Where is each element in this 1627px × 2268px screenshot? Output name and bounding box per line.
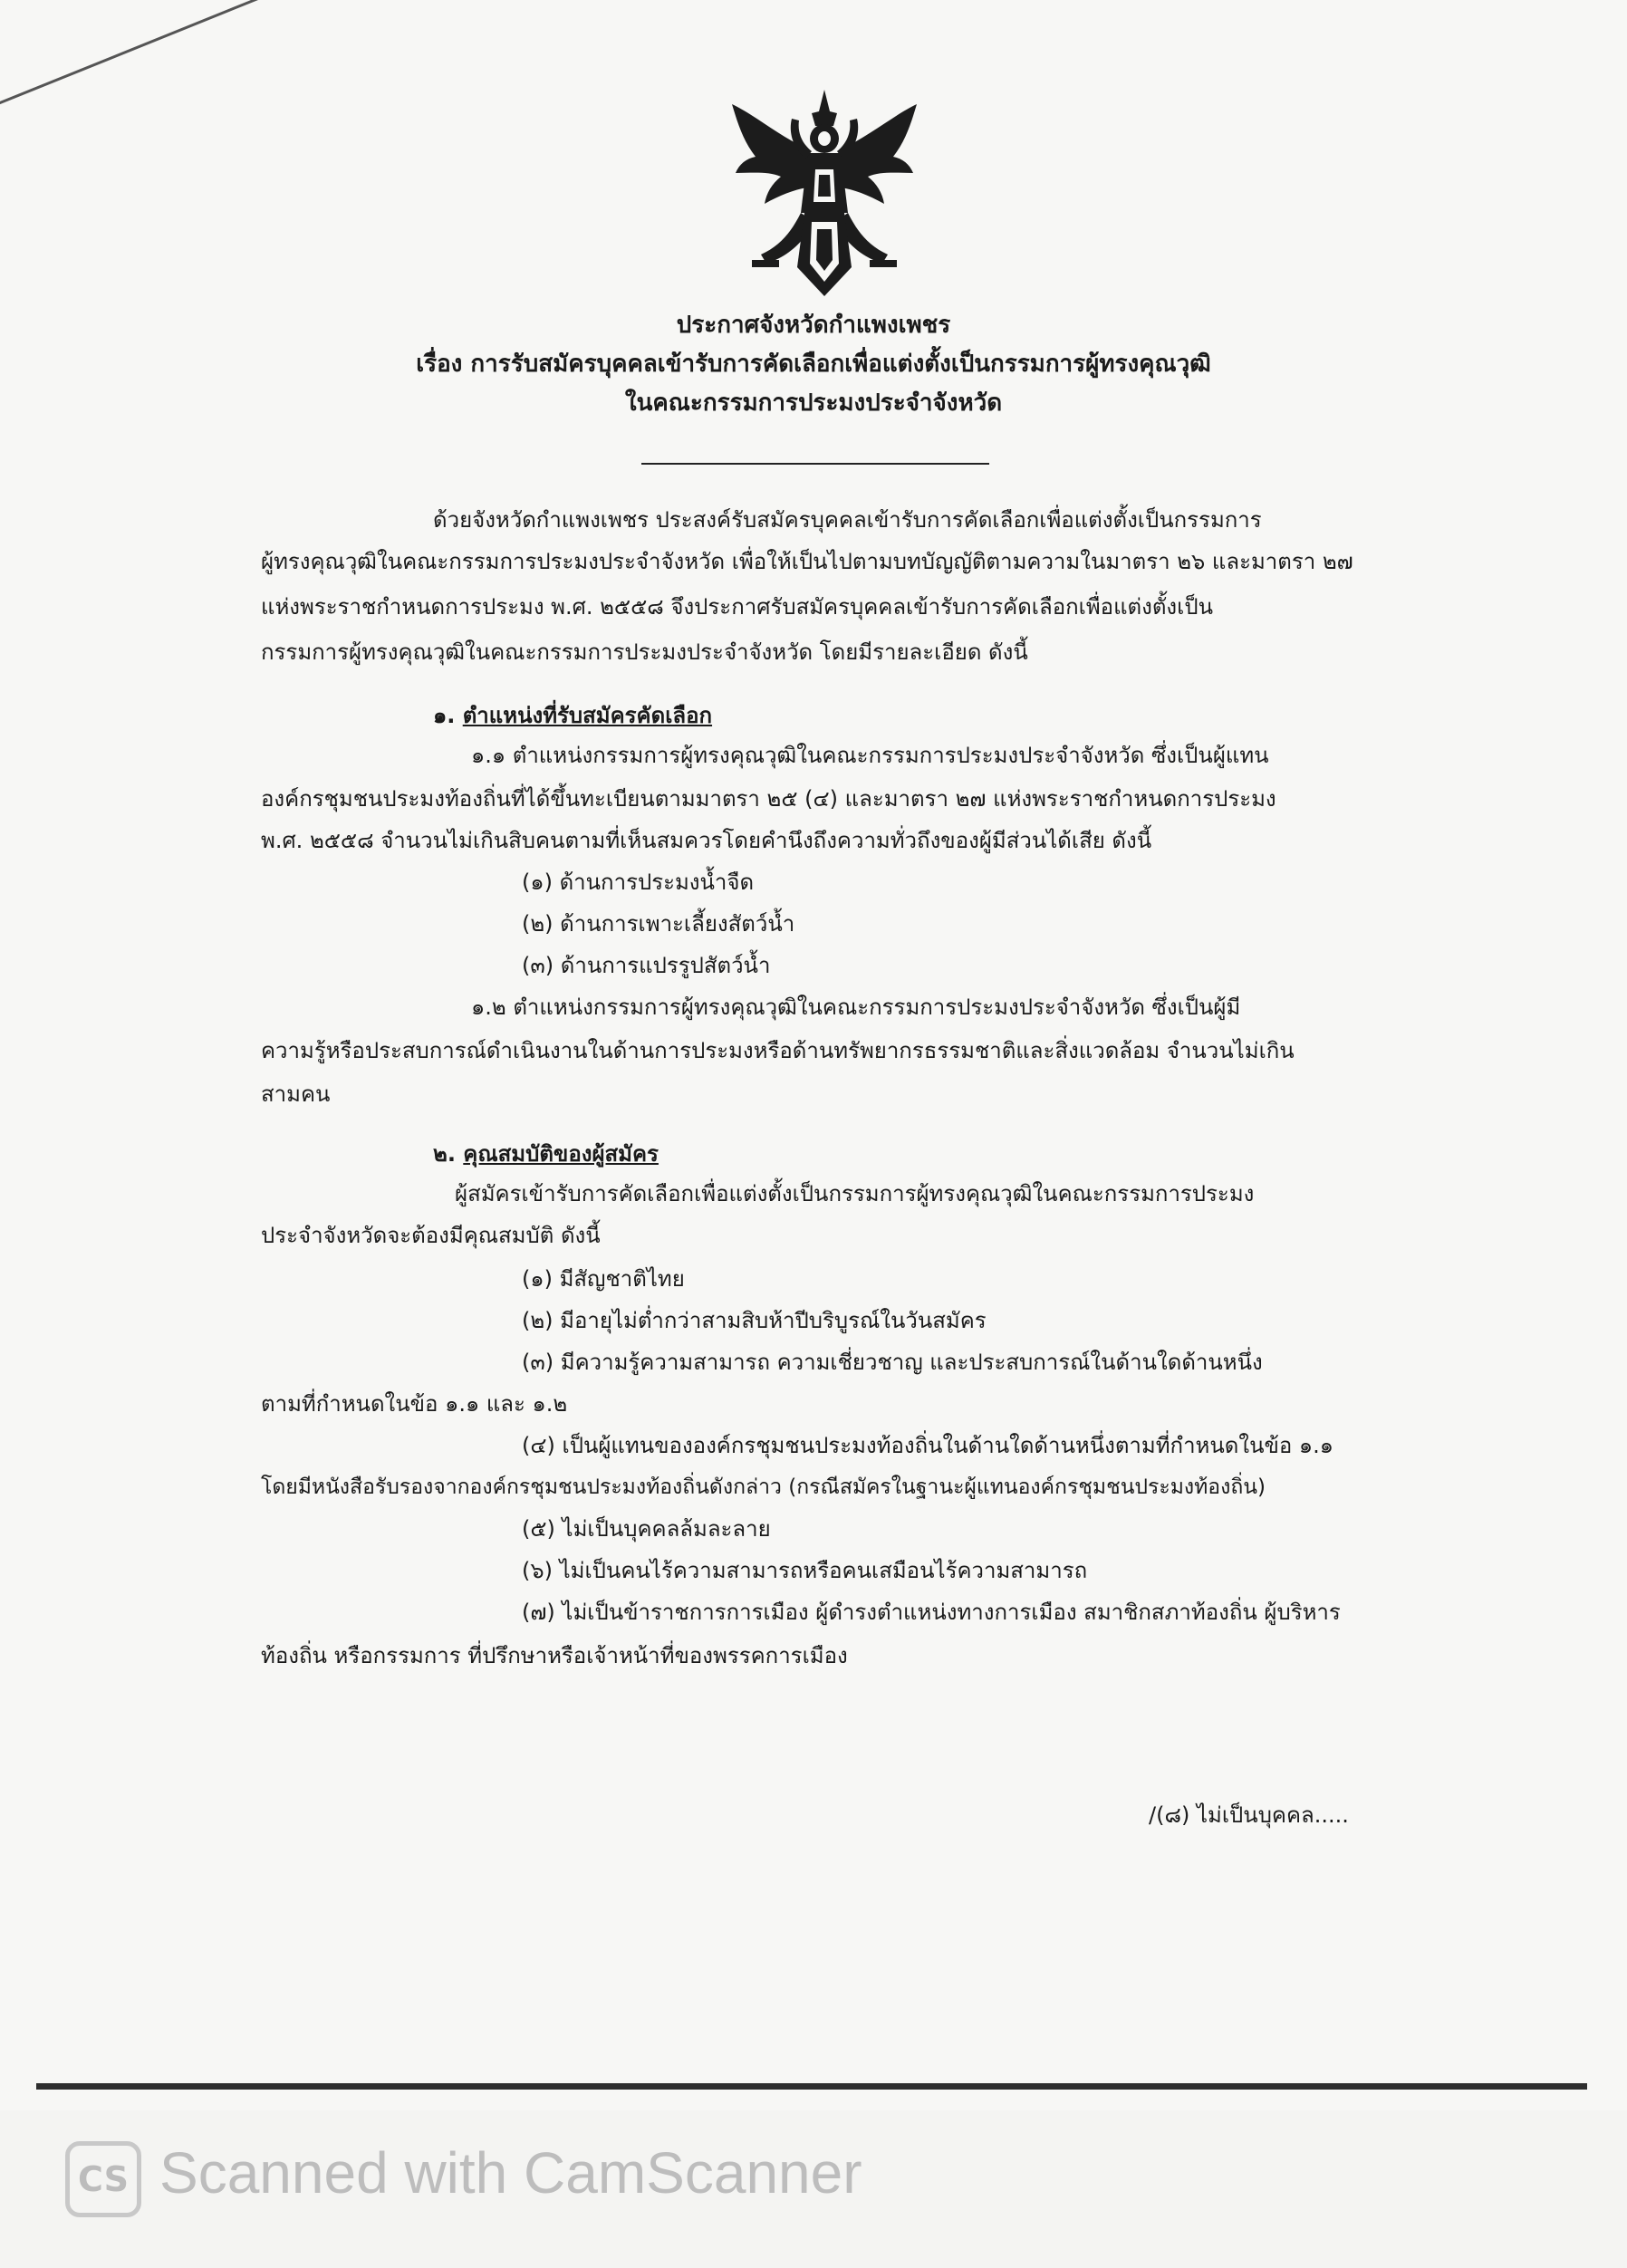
intro-line: แห่งพระราชกำหนดการประมง พ.ศ. ๒๕๕๘ จึงประกาศรับสมัครบุคคลเข้ารับการคัดเลือกเพื่อแต่งตั้งเป็น (261, 594, 1213, 620)
intro-line: กรรมการผู้ทรงคุณวุฒิในคณะกรรมการประมงประจำจังหวัด โดยมีรายละเอียด ดังนี้ (261, 639, 1028, 665)
section-1-number: ๑. (433, 703, 456, 728)
para-1-1-line: ๑.๑ ตำแหน่งกรรมการผู้ทรงคุณวุฒิในคณะกรรมการประมงประจำจังหวัด ซึ่งเป็นผู้แทน (471, 743, 1269, 768)
qualification-item-cont: ท้องถิ่น หรือกรรมการ ที่ปรึกษาหรือเจ้าหน้าที่ของพรรคการเมือง (261, 1643, 848, 1668)
qualification-item: (๕) ไม่เป็นบุคคลล้มละลาย (522, 1516, 771, 1542)
section-2-number: ๒. (433, 1141, 456, 1167)
section-1-title: ตำแหน่งที่รับสมัครคัดเลือก (462, 703, 713, 728)
list-item: (๓) ด้านการแปรรูปสัตว์น้ำ (522, 953, 771, 978)
header-divider (641, 463, 989, 465)
qualification-item: (๗) ไม่เป็นข้าราชการการเมือง ผู้ดำรงตำแหน่งทางการเมือง สมาชิกสภาท้องถิ่น ผู้บริหาร (522, 1600, 1341, 1625)
page-bottom-edge (36, 2083, 1587, 2090)
para-1-1-line: องค์กรชุมชนประมงท้องถิ่นที่ได้ขึ้นทะเบียนตามมาตรา ๒๕ (๔) และมาตรา ๒๗ แห่งพระราชกำหนดการประมง (261, 786, 1276, 812)
section-2-title: คุณสมบัติของผู้สมัคร (463, 1141, 659, 1167)
camscanner-logo-text: CS (78, 2159, 129, 2199)
para-1-1-line: พ.ศ. ๒๕๕๘ จำนวนไม่เกินสิบคนตามที่เห็นสมควรโดยคำนึงถึงความทั่วถึงของผู้มีส่วนได้เสีย ดังนี้ (261, 828, 1152, 853)
list-item: (๒) ด้านการเพาะเลี้ยงสัตว์น้ำ (522, 911, 795, 937)
section-1-heading (433, 696, 712, 735)
para-1-2-line: ความรู้หรือประสบการณ์ดำเนินงานในด้านการประมงหรือด้านทรัพยากรธรรมชาติและสิ่งแวดล้อม จำนวนไม่เกิน (261, 1038, 1295, 1063)
announcement-subject-cont: ในคณะกรรมการประมงประจำจังหวัด (624, 389, 1003, 417)
announcement-subject: เรื่อง การรับสมัครบุคคลเข้ารับการคัดเลือกเพื่อแต่งตั้งเป็นกรรมการผู้ทรงคุณวุฒิ (416, 351, 1211, 378)
page-corner-edge (0, 0, 378, 111)
qualification-item: (๔) เป็นผู้แทนขององค์กรชุมชนประมงท้องถิ่นในด้านใดด้านหนึ่งตามที่กำหนดในข้อ ๑.๑ (522, 1433, 1334, 1458)
qualification-item-cont: โดยมีหนังสือรับรองจากองค์กรชุมชนประมงท้องถิ่นดังกล่าว (กรณีสมัครในฐานะผู้แทนองค์กรชุมชนประมงท้องถิ่น) (261, 1475, 1266, 1499)
section-2-heading (433, 1134, 659, 1174)
section-2-intro-line: ผู้สมัครเข้ารับการคัดเลือกเพื่อแต่งตั้งเป็นกรรมการผู้ทรงคุณวุฒิในคณะกรรมการประมง (455, 1181, 1255, 1206)
qualification-item: (๑) มีสัญชาติไทย (522, 1266, 685, 1292)
list-item: (๑) ด้านการประมงน้ำจืด (522, 870, 755, 895)
announcement-title: ประกาศจังหวัดกำแพงเพชร (676, 312, 951, 339)
camscanner-logo-icon (65, 2141, 141, 2217)
section-2-intro-line: ประจำจังหวัดจะต้องมีคุณสมบัติ ดังนี้ (261, 1223, 601, 1248)
qualification-item: (๓) มีความรู้ความสามารถ ความเชี่ยวชาญ และประสบการณ์ในด้านใดด้านหนึ่ง (522, 1350, 1263, 1375)
para-1-2-line: สามคน (261, 1081, 331, 1107)
intro-line: ผู้ทรงคุณวุฒิในคณะกรรมการประมงประจำจังหวัด เพื่อให้เป็นไปตามบทบัญญัติตามความในมาตรา ๒๖ และมาตรา ๒๗ (261, 549, 1353, 574)
para-1-2-line: ๑.๒ ตำแหน่งกรรมการผู้ทรงคุณวุฒิในคณะกรรมการประมงประจำจังหวัด ซึ่งเป็นผู้มี (471, 995, 1241, 1020)
announcement-header (0, 306, 1627, 423)
intro-line: ด้วยจังหวัดกำแพงเพชร ประสงค์รับสมัครบุคคลเข้ารับการคัดเลือกเพื่อแต่งตั้งเป็นกรรมการ (433, 507, 1262, 533)
qualification-item-cont: ตามที่กำหนดในข้อ ๑.๑ และ ๑.๒ (261, 1391, 568, 1417)
garuda-emblem-icon (725, 86, 924, 299)
qualification-item: (๒) มีอายุไม่ต่ำกว่าสามสิบห้าปีบริบูรณ์ในวันสมัคร (522, 1308, 987, 1333)
qualification-item: (๖) ไม่เป็นคนไร้ความสามารถหรือคนเสมือนไร้ความสามารถ (522, 1558, 1088, 1583)
camscanner-watermark: Scanned with CamScanner (159, 2140, 862, 2206)
continuation-marker: /(๘) ไม่เป็นบุคคล..... (1149, 1802, 1349, 1828)
